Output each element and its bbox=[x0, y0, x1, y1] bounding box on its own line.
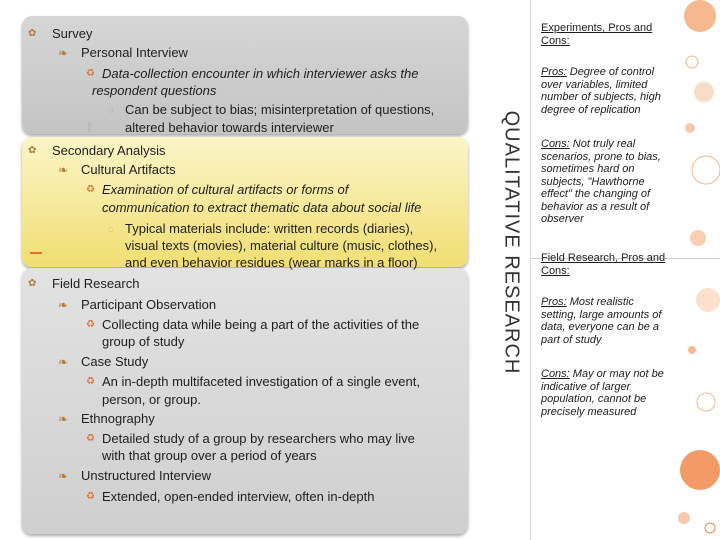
bullet-icon: ❧ bbox=[58, 469, 69, 483]
cultural-artifacts-def-1: Examination of cultural artifacts or forms of bbox=[102, 182, 349, 197]
bullet-icon: ✿ bbox=[28, 278, 37, 289]
survey-heading: Survey bbox=[52, 26, 93, 41]
bullet-icon: ♻ bbox=[86, 433, 95, 444]
participant-observation-label: Participant Observation bbox=[81, 297, 217, 312]
bullet-icon: ♻ bbox=[86, 319, 95, 330]
bullet-icon: ♻ bbox=[86, 184, 95, 195]
personal-interview-note-1: Can be subject to bias; misinterpretation of questions, bbox=[125, 102, 435, 117]
personal-interview-label: Personal Interview bbox=[81, 45, 188, 60]
bullet-icon: ♻ bbox=[86, 68, 95, 79]
divider-mark bbox=[88, 122, 91, 132]
experiments-cons-label: Cons: bbox=[541, 138, 570, 150]
ethnography-def-2: with that group over a period of years bbox=[102, 448, 317, 463]
vertical-title bbox=[496, 92, 526, 392]
case-study-label: Case Study bbox=[81, 354, 149, 369]
bullet-icon: ❧ bbox=[58, 163, 69, 177]
cultural-artifacts-note-2: visual texts (movies), material culture (music, clothes), bbox=[125, 238, 438, 253]
field-research-cons bbox=[541, 368, 669, 418]
cultural-artifacts-note-3: and even behavior residues (wear marks in a floor) bbox=[125, 255, 418, 270]
bullet-icon: ✿ bbox=[28, 145, 37, 156]
bullet-icon: ❧ bbox=[58, 298, 69, 312]
experiments-pros-label: Pros: bbox=[541, 66, 567, 78]
field-research-cons-text: May or may not be indicative of larger population, cannot be precisely measured bbox=[541, 368, 664, 418]
secondary-analysis-heading: Secondary Analysis bbox=[52, 143, 166, 158]
field-research-cons-label: Cons: bbox=[541, 368, 570, 380]
unstructured-interview-def-1: Extended, open-ended interview, often in-depth bbox=[102, 489, 375, 504]
experiments-cons-text: Not truly real scenarios, prone to bias, sometimes hard on subjects, "Hawthorne effect" the changing of behavior as a result of observer bbox=[541, 138, 661, 225]
participant-observation-def-1: Collecting data while being a part of the activities of the bbox=[102, 317, 420, 332]
bullet-icon: ♻ bbox=[86, 376, 95, 387]
bullet-icon: ❧ bbox=[58, 412, 69, 426]
ethnography-def-1: Detailed study of a group by researchers who may live bbox=[102, 431, 415, 446]
participant-observation-def-2: group of study bbox=[102, 334, 185, 349]
unstructured-interview-label: Unstructured Interview bbox=[81, 468, 212, 483]
cultural-artifacts-def-2: communication to extract thematic data about social life bbox=[102, 200, 422, 215]
cultural-artifacts-label: Cultural Artifacts bbox=[81, 162, 176, 177]
cultural-artifacts-note-1: Typical materials include: written records (diaries), bbox=[125, 221, 414, 236]
bullet-icon: ◌ bbox=[108, 224, 114, 234]
field-research-pros bbox=[541, 296, 667, 346]
field-research-pros-label: Pros: bbox=[541, 296, 567, 308]
personal-interview-note-2: altered behavior towards interviewer bbox=[125, 120, 334, 135]
case-study-def-1: An in-depth multifaceted investigation of a single event, bbox=[102, 374, 420, 389]
accent-mark bbox=[30, 252, 42, 254]
column-divider bbox=[530, 0, 531, 540]
vertical-title-text: QUALITATIVE RESEARCH bbox=[500, 110, 523, 374]
bullet-icon: ♻ bbox=[86, 491, 95, 502]
experiments-cons bbox=[541, 138, 675, 226]
bullet-icon: ✿ bbox=[28, 28, 37, 39]
field-research-heading: Field Research bbox=[52, 276, 140, 291]
case-study-def-2: person, or group. bbox=[102, 392, 202, 407]
bullet-icon: ❧ bbox=[58, 355, 69, 369]
ethnography-label: Ethnography bbox=[81, 411, 155, 426]
bullet-icon: ◌ bbox=[108, 105, 114, 115]
experiments-pros-text: Degree of control over variables, limited number of subjects, high degree of replication bbox=[541, 66, 661, 116]
field-research-pros-text: Most realistic setting, large amounts of data, everyone can be a part of study bbox=[541, 296, 662, 346]
field-research-pros-cons-title: Field Research, Pros and Cons: bbox=[541, 252, 666, 277]
personal-interview-def-1: Data-collection encounter in which interviewer asks the bbox=[102, 66, 419, 81]
decorative-circles bbox=[670, 0, 720, 540]
experiments-pros bbox=[541, 66, 677, 116]
bullet-icon: ❧ bbox=[58, 46, 69, 60]
experiments-title: Experiments, Pros and Cons: bbox=[541, 22, 653, 47]
personal-interview-def-2: respondent questions bbox=[92, 83, 217, 98]
